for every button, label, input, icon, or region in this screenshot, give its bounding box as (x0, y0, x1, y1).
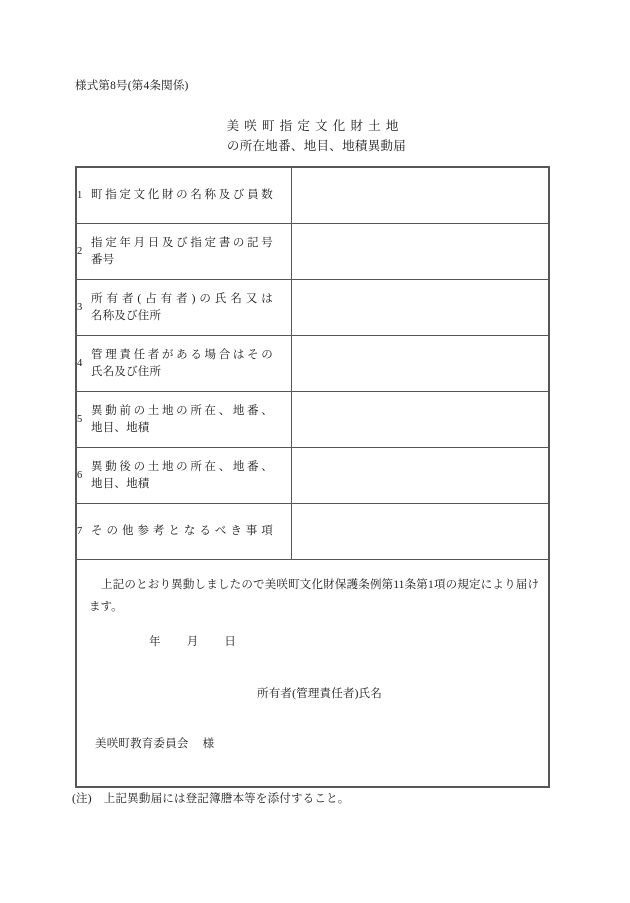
date-month-label: 月 (186, 636, 199, 648)
row-label-3 (91, 291, 273, 325)
row-label-4 (91, 347, 273, 381)
row-label-5-line-2: 地目、地積 (91, 421, 150, 434)
form-number: 様式第8号(第4条関係) (75, 80, 189, 92)
row-label-6-line-2: 地目、地積 (91, 477, 150, 490)
row-value-cell-3[interactable] (292, 280, 549, 336)
row-number-2: 2 (77, 246, 83, 257)
row-label-2-line-2: 番号 (91, 253, 115, 266)
row-number-3: 3 (77, 302, 83, 313)
row-label-cell-2 (77, 224, 292, 280)
addressee-name: 美咲町教育委員会 (95, 738, 189, 750)
table-row (77, 224, 549, 280)
date-line (149, 633, 236, 649)
row-label-2-line-1: 指定年月日及び指定書の記号 (91, 236, 273, 249)
date-year-label: 年 (149, 636, 161, 648)
row-number-7: 7 (77, 526, 83, 538)
form-table (75, 166, 550, 788)
row-label-cell-1 (77, 168, 292, 224)
declaration-row (77, 560, 549, 787)
footnote (72, 790, 349, 806)
row-label-4-line-1: 管理責任者がある場合はその (91, 348, 273, 361)
row-label-5 (91, 403, 273, 437)
table-row (77, 504, 549, 560)
row-label-3-line-1: 所有者(占有者)の氏名又は (91, 292, 273, 305)
row-label-6 (91, 459, 273, 493)
table-row (77, 448, 549, 504)
row-label-7: その他参考となるべき事項 (91, 525, 273, 538)
row-number-6: 6 (77, 470, 83, 481)
footnote-text: 上記異動届には登記簿謄本等を添付すること。 (103, 793, 350, 805)
signature-label: 所有者(管理責任者)氏名 (257, 688, 383, 700)
date-day-label: 日 (224, 636, 237, 648)
row-number-5: 5 (77, 414, 83, 425)
row-label-4-line-2: 氏名及び住所 (91, 365, 162, 378)
addressee-line (95, 735, 214, 751)
row-label-2 (91, 235, 273, 269)
table-row (77, 168, 549, 224)
table-row (77, 280, 549, 336)
row-label-cell-6 (77, 448, 292, 504)
declaration-body (77, 560, 548, 786)
row-value-cell-5[interactable] (292, 392, 549, 448)
row-label-cell-4 (77, 336, 292, 392)
row-value-cell-2[interactable] (292, 224, 549, 280)
row-label-5-line-1: 異動前の土地の所在、地番、 (91, 404, 273, 417)
page-title-line-2: の所在地番、地目、地積異動届 (226, 139, 407, 153)
addressee-honorific: 様 (202, 738, 215, 750)
row-number-4: 4 (77, 358, 83, 369)
page-title (75, 116, 550, 156)
row-label-1: 町指定文化財の名称及び員数 (91, 189, 273, 202)
row-label-cell-5 (77, 392, 292, 448)
row-value-cell-4[interactable] (292, 336, 549, 392)
row-label-6-line-1: 異動後の土地の所在、地番、 (91, 460, 273, 473)
page-title-line-1: 美咲町指定文化財土地 (226, 119, 404, 133)
row-label-3-line-2: 名称及び住所 (91, 309, 162, 322)
declaration-statement: 上記のとおり異動しましたので美咲町文化財保護条例第11条第1項の規定により届けます。 (89, 579, 539, 613)
row-number-1: 1 (77, 190, 83, 202)
table-row (77, 336, 549, 392)
table-row (77, 392, 549, 448)
row-value-cell-1[interactable] (292, 168, 549, 224)
footnote-mark: (注) (72, 793, 92, 805)
declaration-cell (77, 560, 549, 787)
row-value-cell-7[interactable] (292, 504, 549, 560)
row-label-cell-3 (77, 280, 292, 336)
row-label-cell-7 (77, 504, 292, 560)
row-value-cell-6[interactable] (292, 448, 549, 504)
